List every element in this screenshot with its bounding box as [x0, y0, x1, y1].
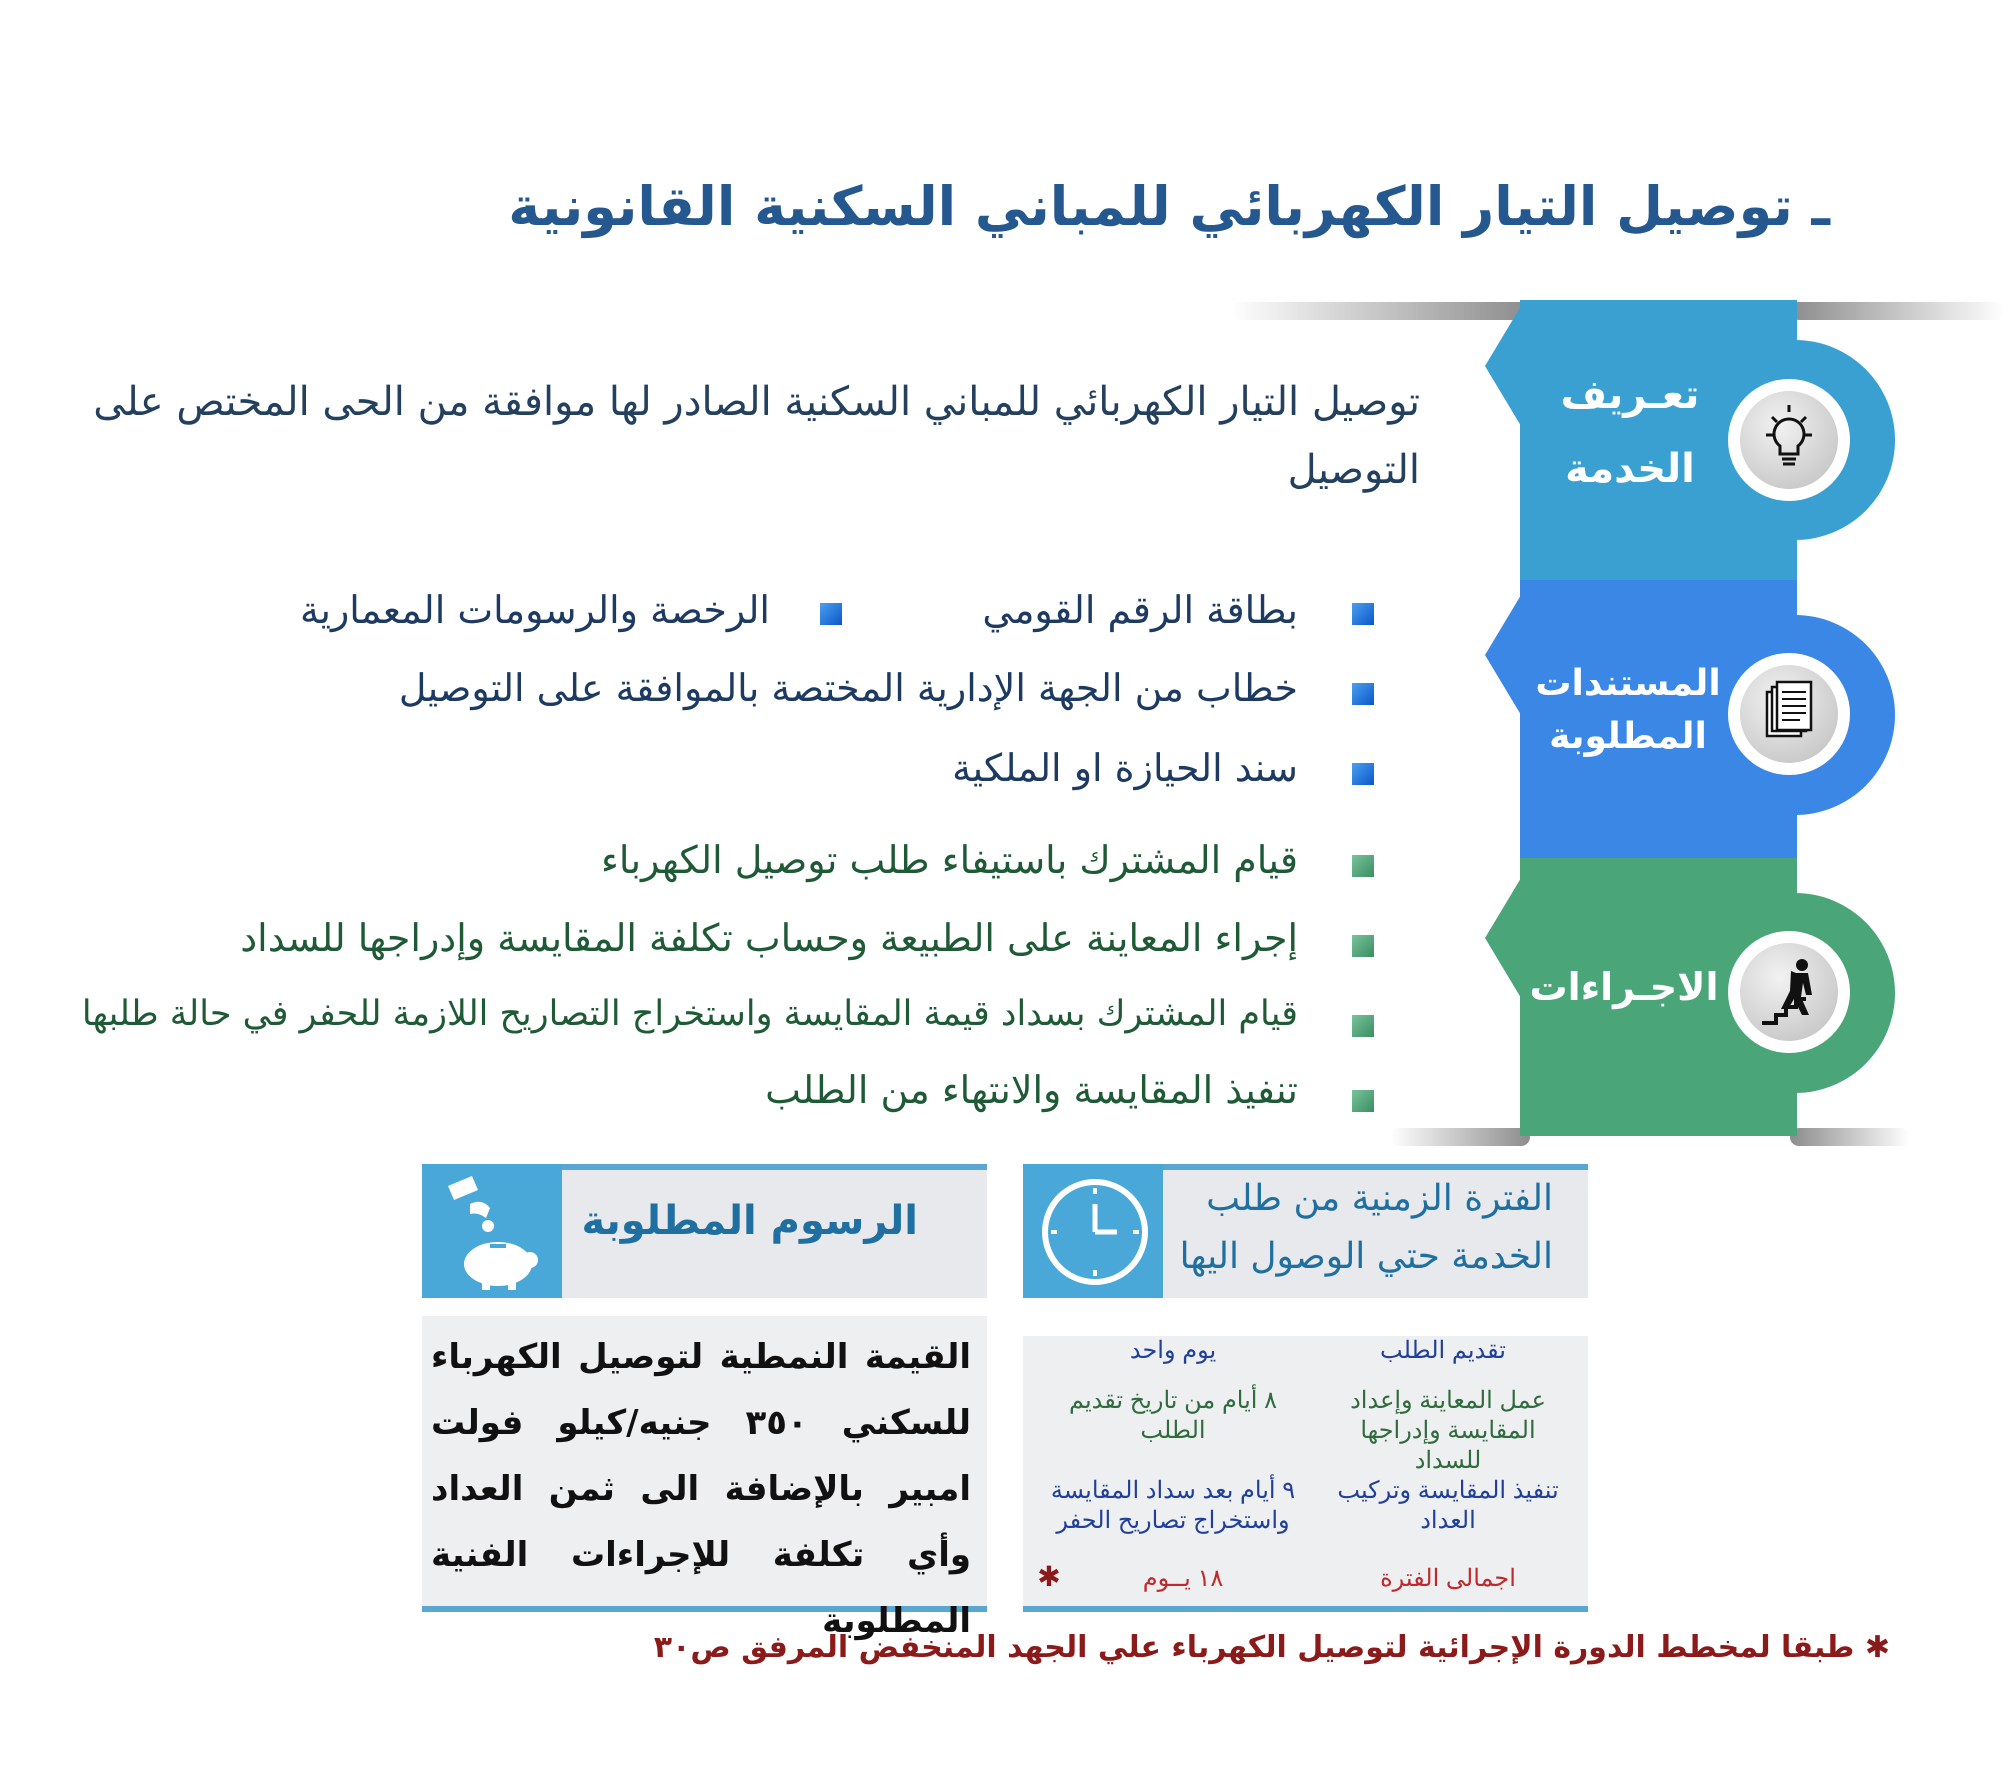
procedure-item: قيام المشترك باستيفاء طلب توصيل الكهرباء [601, 838, 1298, 882]
fees-text: القيمة النمطية لتوصيل الكهرباء للسكني ٣٥٠ جنيه/كيلو فولت امبير بالإضافة الى ثمن العداد وأي تكلفة للإجراءات الفنية المطلوبة [431, 1337, 971, 1641]
service-definition: توصيل التيار الكهربائي للمباني السكنية الصادر لها موافقة من الحى المختص على التوصيل [93, 379, 1420, 493]
fees-icon-box [422, 1164, 562, 1298]
timeline-step: عمل المعاينة وإعداد المقايسة وإدراجها للسداد [1350, 1387, 1546, 1474]
asterisk-icon: ✱ [1037, 1561, 1061, 1592]
fees-body [422, 1316, 987, 1641]
definition-tab [1485, 306, 1521, 426]
document-item: سند الحيازة او الملكية [952, 746, 1298, 790]
timeline-title-1: الفترة الزمنية من طلب [1206, 1178, 1553, 1219]
stairs-climber-icon [1740, 943, 1838, 1041]
timeline-title-2: الخدمة حتي الوصول اليها [1179, 1236, 1553, 1277]
procedures-title: الاجـراءات [1529, 965, 1719, 1009]
footnote: ✱ طبقا لمخطط الدورة الإجرائية لتوصيل الكهرباء علي الجهد المنخفض المرفق ص٣٠ [653, 1630, 1890, 1665]
bullet-blue [1352, 683, 1374, 705]
timeline-step: تنفيذ المقايسة وتركيب العداد [1337, 1477, 1559, 1534]
procedures-tab [1485, 878, 1521, 998]
definition-title-1: تعـريف [1560, 372, 1700, 418]
timeline-body [1023, 1336, 1588, 1612]
bullet-green [1352, 1090, 1374, 1112]
bullet-green [1352, 935, 1374, 957]
bottom-shadow-line-right [1790, 1128, 1910, 1146]
fees-title: الرسوم المطلوبة [581, 1198, 918, 1244]
documents-title-1: المستندات [1535, 663, 1721, 704]
bullet-green [1352, 855, 1374, 877]
clock-icon [1023, 1164, 1163, 1298]
timeline-duration: ٨ أيام من تاريخ تقديم الطلب [1068, 1387, 1278, 1444]
timeline-icon-box [1023, 1164, 1163, 1298]
bullet-blue [1352, 763, 1374, 785]
piggy-bank-icon [422, 1164, 562, 1298]
timeline-step: تقديم الطلب [1380, 1337, 1506, 1364]
timeline-total-value: ١٨ يــوم [1142, 1565, 1224, 1592]
top-shadow-line-right [1790, 302, 2005, 320]
document-item: خطاب من الجهة الإدارية المختصة بالموافقة على التوصيل [398, 666, 1298, 710]
bullet-blue [1352, 603, 1374, 625]
timeline-total-label: اجمالى الفترة [1380, 1565, 1516, 1592]
timeline-duration: ٩ أيام بعد سداد المقايسة واستخراج تصاريح الحفر [1050, 1477, 1296, 1534]
page-title: ـ توصيل التيار الكهربائي للمباني السكنية القانونية [508, 175, 1830, 238]
document-item: الرخصة والرسومات المعمارية [300, 588, 770, 632]
documents-tab [1485, 595, 1521, 715]
procedure-item: تنفيذ المقايسة والانتهاء من الطلب [765, 1068, 1298, 1112]
bullet-blue [820, 603, 842, 625]
documents-icon [1740, 665, 1838, 763]
procedure-item: إجراء المعاينة على الطبيعة وحساب تكلفة المقايسة وإدراجها للسداد [240, 916, 1298, 960]
procedure-item: قيام المشترك بسداد قيمة المقايسة واستخراج التصاريح اللازمة للحفر في حالة طلبها [81, 994, 1298, 1034]
timeline-duration: يوم واحد [1129, 1337, 1217, 1364]
definition-title-2: الخدمة [1565, 446, 1695, 492]
bulb-icon [1740, 391, 1838, 489]
bottom-shadow-line [1390, 1128, 1530, 1146]
document-item: بطاقة الرقم القومي [982, 588, 1298, 632]
bullet-green [1352, 1015, 1374, 1037]
documents-title-2: المطلوبة [1549, 716, 1707, 757]
